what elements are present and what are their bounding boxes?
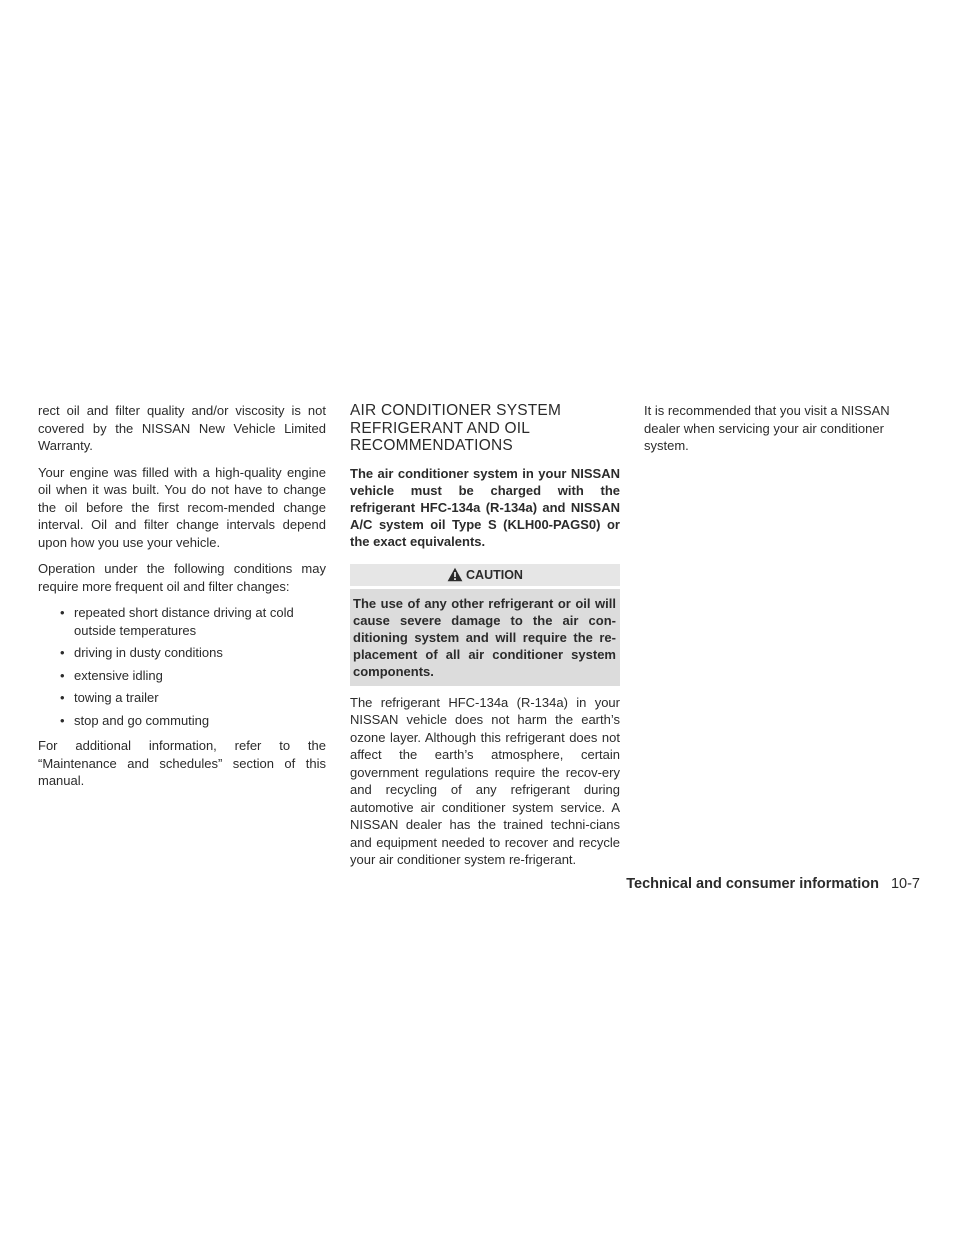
paragraph-reference: For additional information, refer to the “Maintenance and schedules” section of this manual. [38,738,326,788]
list-item: • stop and go commuting [38,712,326,730]
caution-box [350,564,620,686]
warning-triangle-icon [447,567,463,582]
caution-label: CAUTION [466,567,523,582]
list-item: • driving in dusty conditions [38,644,326,662]
conditions-list [38,604,326,729]
paragraph-warranty: rect oil and filter quality and/or viscosity is not covered by the NISSAN New Vehicle Limited Warranty. [38,403,326,453]
list-item: • towing a trailer [38,689,326,707]
paragraph-engine-oil: Your engine was filled with a high-quality engine oil when it was built. You do not have to change the oil before the first recom-mended change interval. Oil and filter change intervals depend upon how you use your vehicle. [38,464,326,550]
caution-text: The use of any other refrigerant or oil will cause severe damage to the air con-ditioning system and will require the re-placement of all air conditioner system components. [350,589,620,686]
section-heading: AIR CONDITIONER SYSTEM REFRIGERANT AND OIL RECOMMENDATIONS [350,402,562,454]
paragraph-ozone: The refrigerant HFC-134a (R-134a) in your NISSAN vehicle does not harm the earth’s ozone layer. Although this refrigerant does not affect the earth’s atmosphere, certain government regulations require the recov-ery and recycling of any refrigerant during automotive air conditioner system service. A NISSAN dealer has the trained techni-cians and equipment needed to recover and recycle your air conditioner system re-frigerant. [350,694,620,867]
paragraph-dealer: It is recommended that you visit a NISSAN dealer when servicing your air conditioner system. [644,403,890,453]
paragraph-conditions: Operation under the following conditions may require more frequent oil and filter changes: [38,561,326,594]
column-middle [350,402,620,878]
caution-header [350,564,620,586]
list-item: • extensive idling [38,667,326,685]
paragraph-refrigerant-intro: The air conditioner system in your NISSAN vehicle must be charged with the refrigerant HFC-134a (R-134a) and NISSAN A/C system oil Type S (KLH00-PAGS0) or the exact equivalents. [350,465,620,549]
page-number: 10-7 [890,876,920,892]
page-footer [580,876,920,892]
column-left [38,402,326,799]
column-right [644,402,916,464]
list-item: • repeated short distance driving at cold outside temperatures [38,604,326,639]
footer-section-title: Technical and consumer information [626,876,879,892]
